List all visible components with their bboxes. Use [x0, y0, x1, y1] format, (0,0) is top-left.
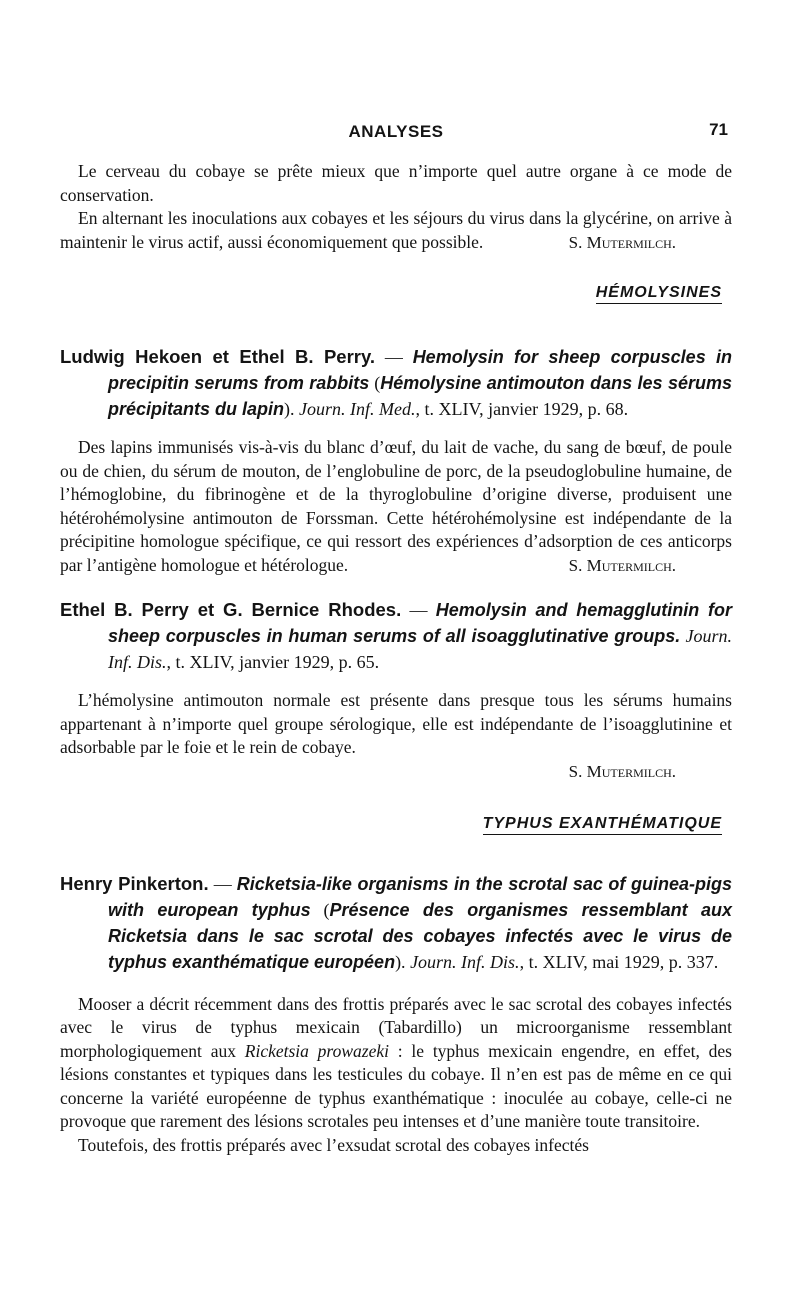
section-heading-typhus — [60, 815, 722, 849]
entry-abstract: Des lapins immunisés vis-à-vis du blanc d’œuf, du lait de vache, du sang de bœuf, de poule ou de chien, du sérum de mouton, de l’englobuline de porc, de la pseudoglobuline humaine, de l’hémoglobine, du fibrinogène et de la thyroglobuline d’origine diverse, produisent une hétérohémolysine antimouton de Forssman. Cette hétérohémolysine est indépendante de la précipitine homologue spécifique, ce qui ressort des expériences d’adsorption de ces anticorps par l’antigène homologue et hétérologue. — [60, 437, 732, 575]
entry-title: Hemolysin and hemagglutinin for sheep corpuscles in human serums of all isoagglutinative groups. — [108, 600, 732, 646]
entry-signature: S. Mutermilch. — [568, 556, 676, 575]
intro-signature: S. Mutermilch. — [568, 233, 676, 252]
entry-paren-close: ). — [284, 399, 300, 419]
page-number: 71 — [709, 120, 728, 139]
running-title: ANALYSES — [348, 122, 444, 141]
entry-dash: — — [401, 600, 436, 620]
entry-title: Ricketsia-like organisms in the scrotal sac of guinea-pigs with european typhus — [108, 873, 733, 920]
entry-journal: Journ. Inf. Dis. — [108, 626, 732, 672]
page — [60, 0, 732, 1157]
entry-dash: — — [375, 347, 413, 367]
intro-paragraph-2: En alternant les inoculations aux cobayes et les séjours du virus dans la glycérine, on arrive à maintenir le virus actif, aussi économiquement que possible. — [60, 208, 732, 252]
abstract-species-name: Ricketsia prowazeki — [244, 1040, 389, 1061]
page-header — [60, 120, 732, 160]
entry-abstract — [60, 993, 732, 1134]
entry-details: , t. XLIV, janvier 1929, p. 68. — [415, 399, 629, 419]
entry-abstract-continued: Toutefois, des frottis préparés avec l’exsudat scrotal des cobayes infectés — [78, 1134, 589, 1155]
entry-details: , t. XLIV, janvier 1929, p. 65. — [166, 652, 380, 672]
entry-author: Henry Pinkerton. — [60, 872, 209, 894]
entry-paren-close: ). — [395, 951, 411, 972]
entry-details: , t. XLIV, mai 1929, p. 337. — [519, 951, 719, 972]
entry-journal: Journ. Inf. Dis. — [410, 951, 520, 972]
section-heading-text: TYPHUS EXANTHÉMATIQUE — [483, 815, 722, 835]
entry-dash: — — [208, 873, 237, 894]
section-heading-text: HÉMOLYSINES — [596, 284, 722, 304]
abstract-text: Mooser a décrit récemment dans des frottis préparés avec le sac scrotal des cobayes infectés avec le virus de typhus mexicain (Tabardillo) un microorganisme ressemblant morphologiquement aux — [60, 993, 732, 1061]
entry-paren-open: ( — [369, 373, 381, 393]
entry-abstract: L’hémolysine antimouton normale est présente dans presque tous les sérums humains appartenant à n’importe quel groupe sérologique, elle est indépendante de l’isoagglutinine et adsorbable par le foie et le rein de cobaye. — [60, 690, 732, 757]
bibliographic-entry-pinkerton — [60, 871, 732, 975]
bibliographic-entry-perry-rhodes — [60, 597, 732, 675]
abstract-text-continued: : le typhus mexicain engendre, en effet, des lésions constantes et typiques dans les testicules du cobaye. Il n’en est pas de même en ce qui concerne la variété européenne de typhus exanthématique : inoculée au cobaye, celle-ci ne provoque que rarement des lésions scrotales peu intenses et d’une manière toute transitoire. — [60, 1040, 732, 1131]
entry-author: Ethel B. Perry et G. Bernice Rhodes. — [60, 599, 402, 620]
entry-journal: Journ. Inf. Med. — [299, 399, 416, 419]
entry-signature: S. Mutermilch. — [568, 761, 676, 781]
intro-paragraph-1: Le cerveau du cobaye se prête mieux que n’importe quel autre organe à ce mode de conservation. — [60, 161, 732, 205]
entry-title-french: Présence des organismes ressemblant aux Ricketsia dans le sac scrotal des cobayes infectés avec le virus de typhus exanthématique européen — [108, 899, 732, 972]
entry-author: Ludwig Hekoen et Ethel B. Perry. — [60, 346, 376, 367]
section-heading-hemolysines — [60, 284, 722, 318]
entry-title: Hemolysin for sheep corpuscles in precipitin serums from rabbits — [108, 347, 733, 393]
entry-paren-open: ( — [310, 899, 330, 920]
bibliographic-entry-hekoen — [60, 344, 732, 422]
entry-title-french: Hémolysine antimouton dans les sérums précipitants du lapin — [108, 373, 732, 419]
